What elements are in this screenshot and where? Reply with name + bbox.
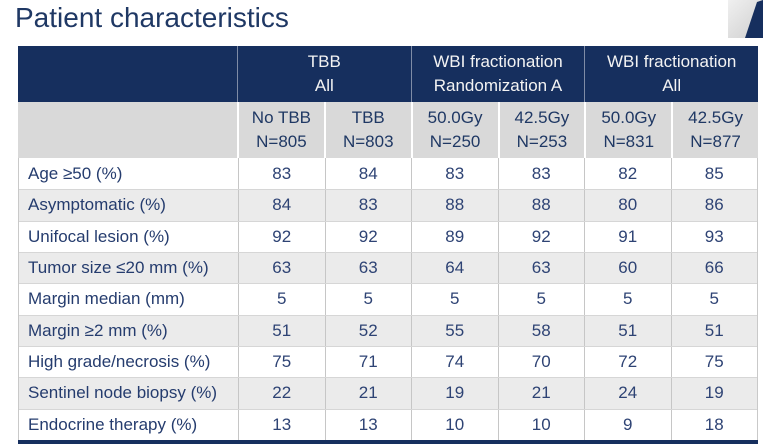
- cell-value: 83: [498, 158, 585, 189]
- cell-value: 5: [671, 284, 758, 314]
- cell-value: 64: [411, 253, 498, 283]
- table-row: [19, 377, 757, 408]
- cell-value: 24: [584, 378, 671, 408]
- row-label: Endocrine therapy (%): [28, 414, 198, 434]
- table-body: [18, 158, 758, 440]
- corner-logo-icon: [728, 0, 763, 38]
- row-label: Margin median (mm): [28, 289, 185, 309]
- cell-value: 19: [671, 378, 758, 408]
- column-header-42-5gy: [671, 102, 758, 158]
- cell-value: 88: [411, 190, 498, 220]
- column-n-count: N=253: [516, 132, 568, 151]
- cell-value: 19: [411, 378, 498, 408]
- column-name: TBB: [351, 108, 385, 128]
- cell-value: 5: [238, 284, 325, 314]
- cell-value: 70: [498, 347, 585, 377]
- table-subheader-row: [18, 102, 758, 158]
- group-label-line1: WBI fractionation: [433, 52, 563, 72]
- cell-value: 21: [498, 378, 585, 408]
- cell-value: 93: [671, 222, 758, 252]
- column-n-count: N=803: [342, 132, 394, 151]
- table-row: [19, 221, 757, 252]
- group-label-line1: TBB: [307, 52, 341, 72]
- cell-value: 5: [411, 284, 498, 314]
- table-row: [19, 283, 757, 314]
- cell-value: 86: [671, 190, 758, 220]
- column-name: 42.5Gy: [514, 108, 570, 128]
- column-header-50-0gy: [411, 102, 498, 158]
- cell-value: 83: [238, 158, 325, 189]
- cell-value: 63: [498, 253, 585, 283]
- cell-value: 22: [238, 378, 325, 408]
- cell-value: 83: [325, 190, 412, 220]
- page-title: Patient characteristics: [15, 2, 289, 33]
- column-n-count: N=250: [429, 132, 481, 151]
- cell-value: 5: [498, 284, 585, 314]
- cell-value: 84: [238, 190, 325, 220]
- cell-value: 66: [671, 253, 758, 283]
- group-header-wbi-randomization-a: [411, 46, 585, 102]
- cell-value: 52: [325, 316, 412, 346]
- row-label: Sentinel node biopsy (%): [28, 383, 218, 403]
- table-row: [19, 315, 757, 346]
- column-name: 42.5Gy: [688, 108, 743, 128]
- column-header-42-5gy: [498, 102, 585, 158]
- cell-value: 74: [411, 347, 498, 377]
- cell-value: 72: [584, 347, 671, 377]
- cell-value: 60: [584, 253, 671, 283]
- cell-value: 92: [498, 222, 585, 252]
- cell-value: 10: [411, 410, 498, 440]
- table-row: [19, 189, 757, 220]
- group-label-line1: WBI fractionation: [606, 52, 737, 72]
- cell-value: 88: [498, 190, 585, 220]
- patient-characteristics-table: [18, 46, 758, 444]
- row-label: Asymptomatic (%): [28, 195, 166, 215]
- cell-value: 21: [325, 378, 412, 408]
- cell-value: 51: [238, 316, 325, 346]
- table-row: [19, 409, 757, 440]
- table-row: [19, 158, 757, 189]
- cell-value: 80: [584, 190, 671, 220]
- group-header-wbi-all: [584, 46, 758, 102]
- column-n-count: N=805: [256, 132, 307, 151]
- cell-value: 89: [411, 222, 498, 252]
- column-header-50-0gy: [584, 102, 671, 158]
- column-name: 50.0Gy: [601, 108, 657, 128]
- cell-value: 75: [238, 347, 325, 377]
- group-label-line2: All: [314, 76, 334, 95]
- row-label: Age ≥50 (%): [28, 163, 123, 183]
- cell-value: 63: [325, 253, 412, 283]
- group-label-line2: All: [662, 76, 682, 95]
- cell-value: 58: [498, 316, 585, 346]
- cell-value: 51: [671, 316, 758, 346]
- table-group-header-row: [18, 46, 758, 102]
- cell-value: 75: [671, 347, 758, 377]
- cell-value: 18: [671, 410, 758, 440]
- table-row: [19, 252, 757, 283]
- cell-value: 84: [325, 158, 412, 189]
- group-label-line2: Randomization A: [433, 76, 563, 95]
- table-corner-cell: [18, 102, 237, 158]
- cell-value: 91: [584, 222, 671, 252]
- column-header-no-tbb: [237, 102, 324, 158]
- row-label: Unifocal lesion (%): [28, 226, 170, 246]
- table-bottom-border: [18, 440, 758, 444]
- cell-value: 10: [498, 410, 585, 440]
- cell-value: 85: [671, 158, 758, 189]
- cell-value: 51: [584, 316, 671, 346]
- group-header-tbb-all: [237, 46, 411, 102]
- cell-value: 63: [238, 253, 325, 283]
- column-header-tbb: [324, 102, 411, 158]
- cell-value: 82: [584, 158, 671, 189]
- row-label: High grade/necrosis (%): [28, 352, 211, 372]
- cell-value: 92: [325, 222, 412, 252]
- table-corner-cell: [18, 46, 237, 102]
- column-name: 50.0Gy: [427, 108, 483, 128]
- cell-value: 13: [325, 410, 412, 440]
- cell-value: 71: [325, 347, 412, 377]
- cell-value: 9: [584, 410, 671, 440]
- row-label: Tumor size ≤20 mm (%): [28, 258, 209, 278]
- cell-value: 5: [584, 284, 671, 314]
- cell-value: 13: [238, 410, 325, 440]
- table-row: [19, 346, 757, 377]
- cell-value: 92: [238, 222, 325, 252]
- column-n-count: N=831: [603, 132, 655, 151]
- cell-value: 5: [325, 284, 412, 314]
- column-n-count: N=877: [690, 132, 741, 151]
- cell-value: 55: [411, 316, 498, 346]
- row-label: Margin ≥2 mm (%): [28, 320, 168, 340]
- cell-value: 83: [411, 158, 498, 189]
- column-name: No TBB: [251, 108, 312, 128]
